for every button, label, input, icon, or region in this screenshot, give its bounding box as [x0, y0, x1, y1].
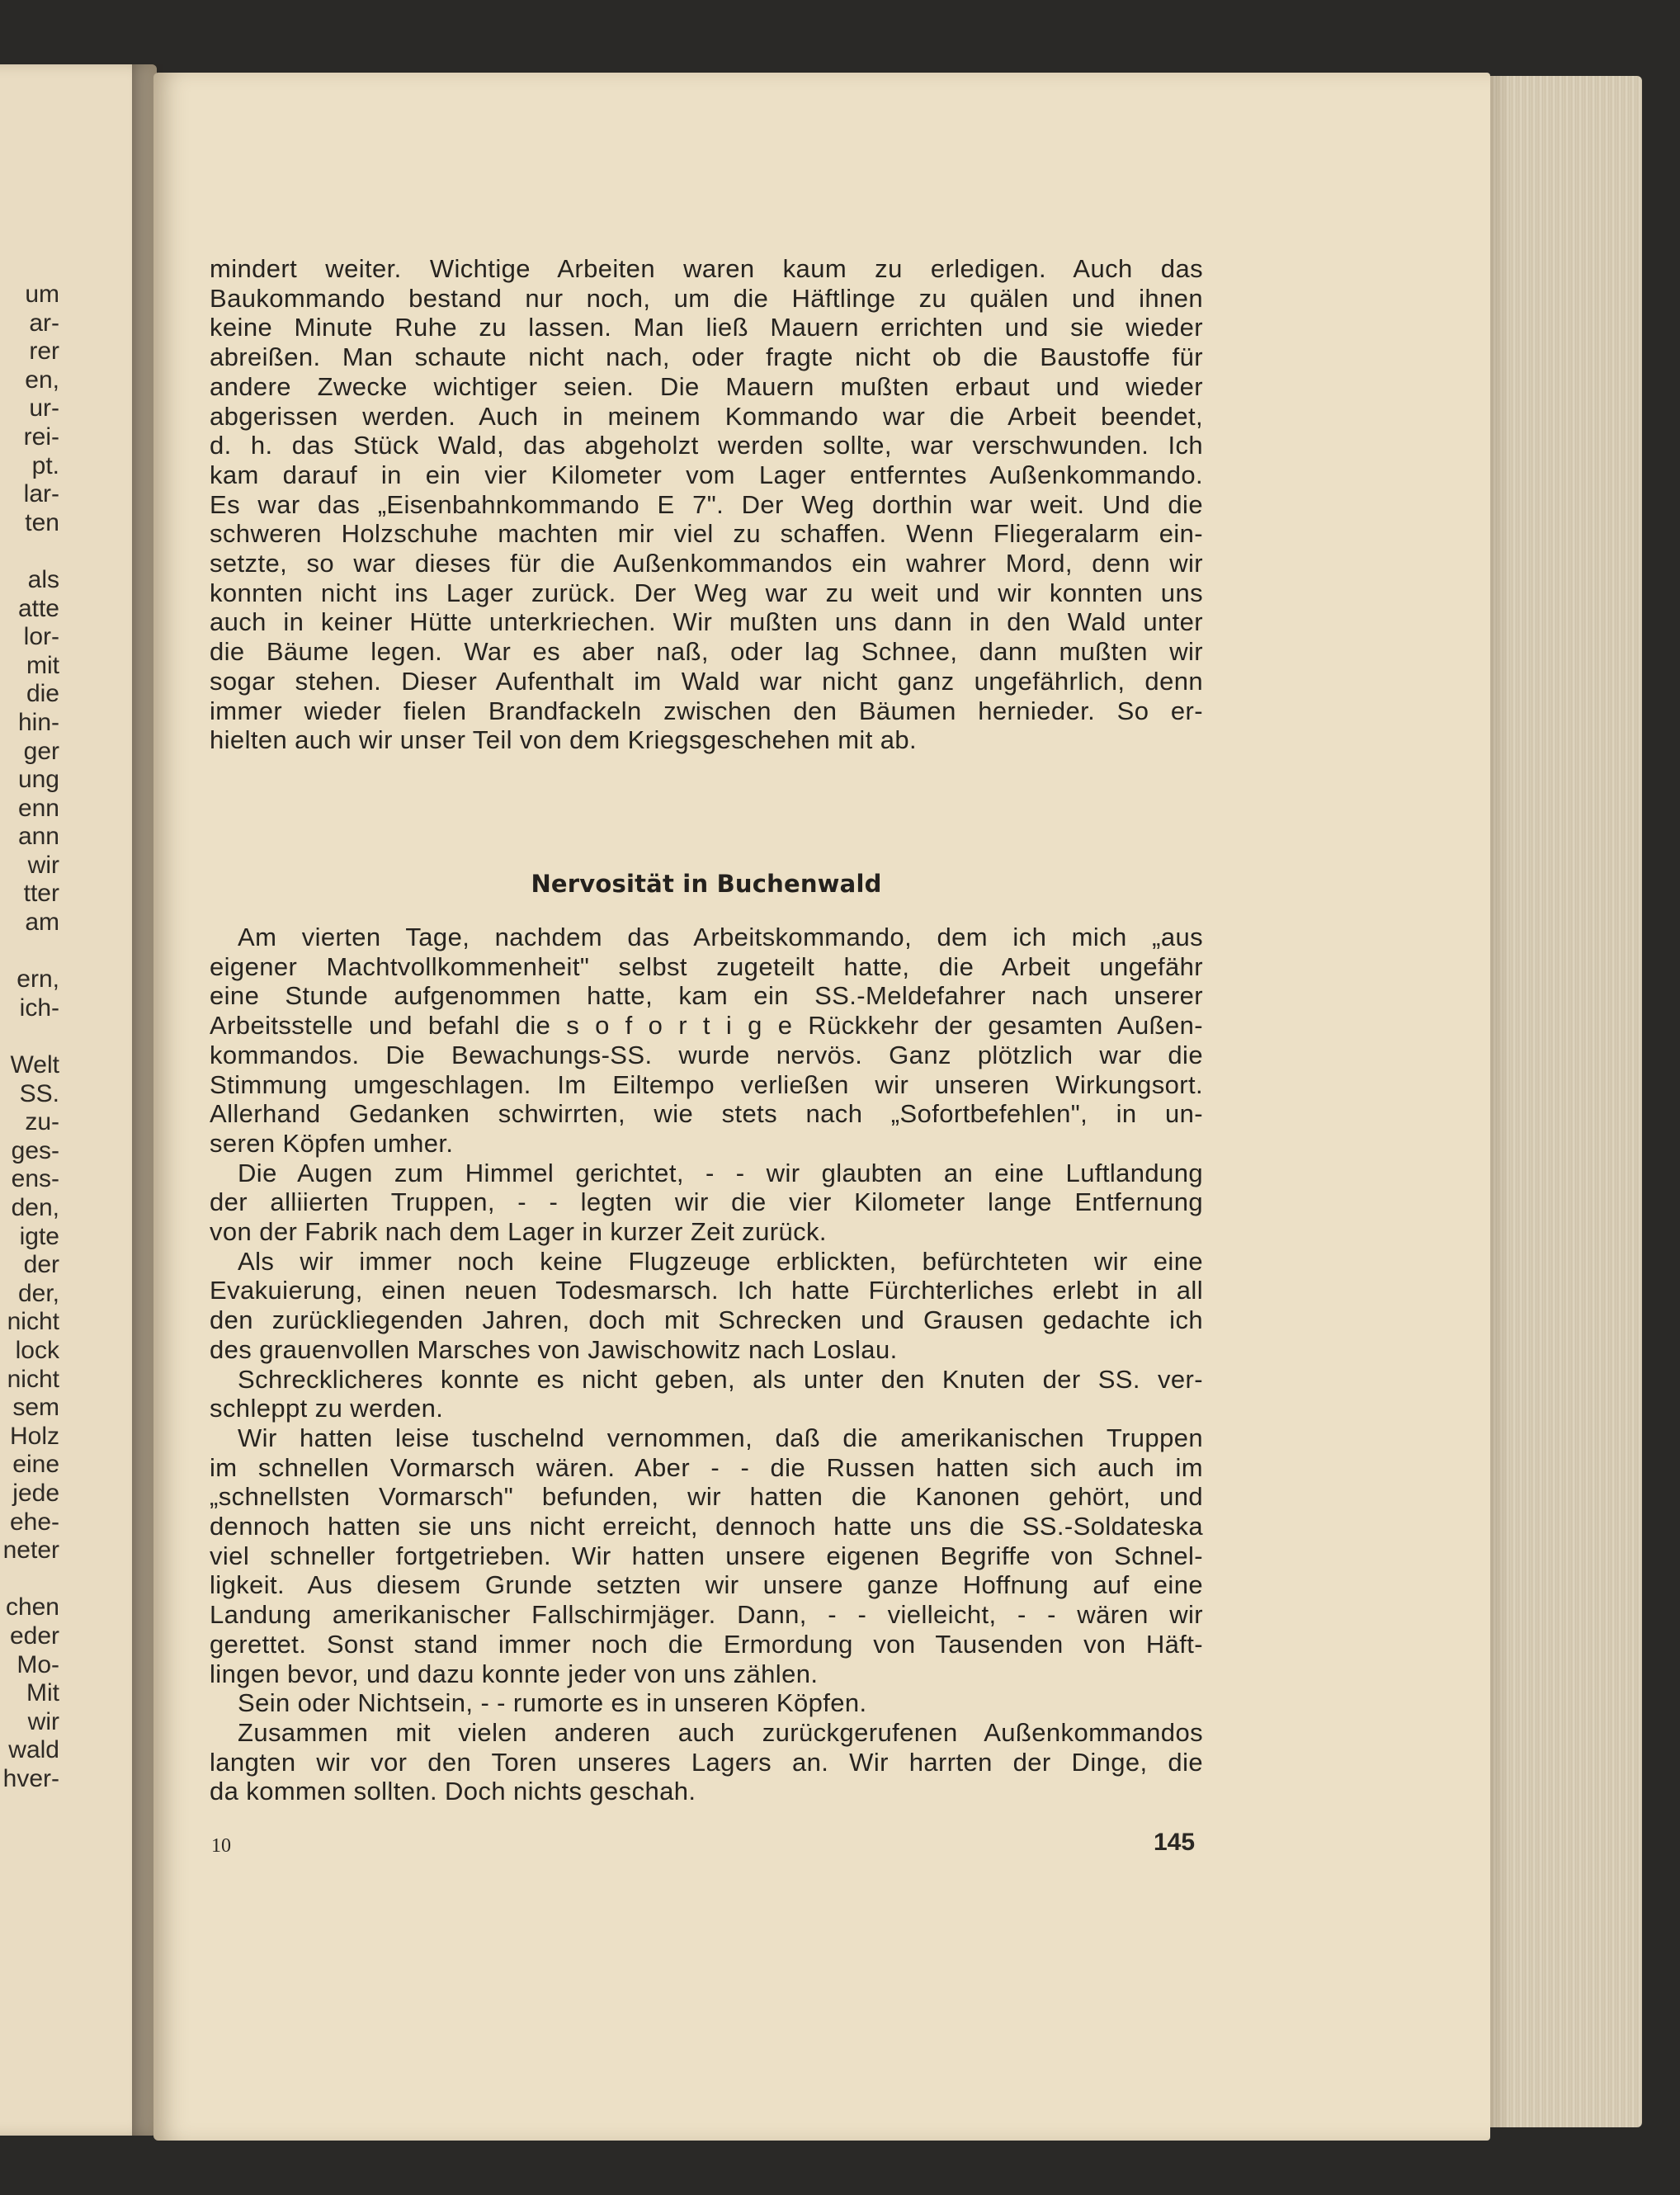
- left-page-fragment: wir: [27, 851, 59, 879]
- left-page-fragment: ern,: [17, 965, 59, 994]
- left-page-fragment: eine: [12, 1451, 59, 1479]
- text-line: Evakuierung, einen neuen Todesmarsch. Ich hatte Fürchterliches erlebt in all: [210, 1276, 1203, 1305]
- text-line: eine Stunde aufgenommen hatte, kam ein SS.-Meldefahrer nach unserer: [210, 981, 1203, 1011]
- text-line: sogar stehen. Dieser Aufenthalt im Wald war nicht ganz ungefährlich, denn: [210, 666, 1203, 696]
- text-line: Die Augen zum Himmel gerichtet, - - wir glaubten an eine Luftlandung: [238, 1158, 1203, 1187]
- left-page-fragment: ges-: [11, 1136, 59, 1164]
- text-line: Landung amerikanischer Fallschirmjäger. Dann, - - vielleicht, - - wären wir: [210, 1600, 1203, 1630]
- left-page-fragment: sem: [12, 1394, 59, 1422]
- text-line: Arbeitsstelle und befahl die s o f o r t i g e Rückkehr der gesamten Außen-: [210, 1011, 1203, 1041]
- left-page-fragment: mit: [26, 651, 59, 679]
- left-page-fragment: nicht: [7, 1365, 59, 1393]
- text-line: abreißen. Man schaute nicht nach, oder fragte nicht ob die Baustoffe für: [210, 342, 1203, 372]
- left-page-fragment: lar-: [23, 480, 59, 508]
- left-page-fragment: [2, 937, 59, 966]
- left-page-fragment: zu-: [25, 1108, 59, 1136]
- left-page-fragment: atte: [17, 594, 59, 622]
- text-line: da kommen sollten. Doch nichts geschah.: [210, 1777, 696, 1806]
- left-page-fragment: neter: [2, 1536, 59, 1565]
- left-page-fragment: pt.: [31, 451, 59, 479]
- left-page-fragment: ung: [17, 766, 59, 794]
- left-page-fragment: um: [25, 281, 59, 308]
- left-page-fragment: Mo-: [17, 1650, 59, 1678]
- left-page-fragment: chen: [5, 1593, 59, 1621]
- left-page-fragment: rer: [29, 338, 59, 366]
- left-page-fragment: [2, 537, 59, 566]
- left-page-fragment: als: [27, 565, 59, 593]
- left-page-fragment: eder: [9, 1621, 59, 1650]
- left-page-fragment: lor-: [23, 623, 59, 651]
- left-page-fragment: die: [26, 680, 59, 708]
- text-line: d. h. das Stück Wald, das abgeholzt werden sollte, war verschwunden. Ich: [210, 431, 1203, 460]
- left-page-fragment: ur-: [29, 394, 59, 422]
- left-page-fragment: der: [23, 1251, 59, 1279]
- left-page-fragment: [2, 1022, 59, 1051]
- text-line: des grauenvollen Marsches von Jawischowitz nach Loslau.: [210, 1334, 898, 1364]
- left-page-fragment: en,: [25, 366, 59, 394]
- text-line: dennoch hatten sie uns nicht erreicht, dennoch hatte uns die SS.-Soldateska: [210, 1512, 1203, 1541]
- page-number: 145: [1154, 1829, 1196, 1856]
- text-line: immer wieder fielen Brandfackeln zwischen den Bäumen hernieder. So er-: [210, 696, 1203, 725]
- text-line: lingen bevor, und dazu konnte jeder von uns zählen.: [210, 1659, 819, 1688]
- left-page-fragment: wir: [27, 1707, 59, 1735]
- text-line: die Bäume legen. War es aber naß, oder lag Schnee, dann mußten wir: [210, 637, 1203, 667]
- section-heading: Nervosität in Buchenwald: [531, 870, 882, 898]
- text-line: setzte, so war dieses für die Außenkommandos ein wahrer Mord, denn wir: [210, 549, 1203, 578]
- left-page-fragment: den,: [11, 1194, 59, 1221]
- text-line: ligkeit. Aus diesem Grunde setzten wir unsere ganze Hoffnung auf eine: [210, 1570, 1203, 1600]
- signature-mark: 10: [211, 1835, 231, 1857]
- text-line: Sein oder Nichtsein, - - rumorte es in unseren Köpfen.: [238, 1688, 867, 1718]
- left-page-fragment: enn: [17, 794, 59, 822]
- text-line: im schnellen Vormarsch wären. Aber - - die Russen hatten sich auch im: [210, 1452, 1203, 1482]
- left-page-fragment: ger: [23, 737, 59, 765]
- text-line: schweren Holzschuhe machten mir viel zu schaffen. Wenn Fliegeralarm ein-: [210, 519, 1203, 549]
- text-line: eigener Machtvollkommenheit" selbst zugeteilt hatte, die Arbeit ungefähr: [210, 951, 1203, 981]
- left-page-fragment: ten: [25, 508, 59, 536]
- left-page-fragment: hver-: [2, 1764, 59, 1792]
- left-page-fragment: ann: [17, 823, 59, 851]
- text-line: Es war das „Eisenbahnkommando E 7". Der Weg dorthin war weit. Und die: [210, 489, 1203, 519]
- text-line: abgerissen werden. Auch in meinem Kommando war die Arbeit beendet,: [210, 401, 1203, 431]
- text-line: Baukommando bestand nur noch, um die Häftlinge zu quälen und ihnen: [210, 283, 1203, 313]
- left-page-fragment: nicht: [7, 1308, 59, 1336]
- paragraph-continued: [210, 254, 1203, 755]
- section-body: [210, 923, 1203, 1806]
- left-page-fragment: lock: [15, 1336, 59, 1364]
- left-page-fragment: rei-: [23, 422, 59, 451]
- text-line: hielten auch wir unser Teil von dem Kriegsgeschehen mit ab.: [210, 725, 918, 755]
- left-page-fragment: ich-: [19, 994, 59, 1022]
- left-page-fragment: ehe-: [9, 1508, 59, 1536]
- left-page-text-fragments: [2, 281, 59, 1793]
- text-line: konnten nicht ins Lager zurück. Der Weg war zu weit und wir konnten uns: [210, 578, 1203, 607]
- text-line: gerettet. Sonst stand immer noch die Ermordung von Tausenden von Häft-: [210, 1629, 1203, 1659]
- text-line: seren Köpfen umher.: [210, 1128, 454, 1158]
- text-line: Am vierten Tage, nachdem das Arbeitskommando, dem ich mich „aus: [238, 923, 1203, 951]
- text-line: kommandos. Die Bewachungs-SS. wurde nervös. Ganz plötzlich war die: [210, 1040, 1203, 1069]
- left-page-fragment: hin-: [17, 708, 59, 736]
- text-line: Zusammen mit vielen anderen auch zurückgerufenen Außenkommandos: [238, 1717, 1203, 1747]
- text-line: viel schneller fortgetrieben. Wir hatten unsere eigenen Begriffe von Schnel-: [210, 1541, 1203, 1570]
- text-line: Allerhand Gedanken schwirrten, wie stets nach „Sofortbefehlen", in un-: [210, 1099, 1203, 1129]
- text-line: „schnellsten Vormarsch" befunden, wir hatten die Kanonen gehört, und: [210, 1482, 1203, 1512]
- text-line: Schrecklicheres konnte es nicht geben, als unter den Knuten der SS. ver-: [238, 1364, 1203, 1394]
- text-line: Stimmung umgeschlagen. Im Eiltempo verließen wir unseren Wirkungsort.: [210, 1069, 1203, 1099]
- text-line: von der Fabrik nach dem Lager in kurzer Zeit zurück.: [210, 1217, 827, 1247]
- left-page-fragment: Holz: [9, 1422, 59, 1450]
- left-page-fragment: Welt: [10, 1051, 59, 1079]
- left-page-fragment: am: [25, 909, 59, 937]
- left-page-fragment: wald: [8, 1736, 59, 1764]
- text-line: Als wir immer noch keine Flugzeuge erblickten, befürchteten wir eine: [238, 1246, 1203, 1276]
- left-page-fragment: igte: [19, 1222, 59, 1250]
- text-line: auch in keiner Hütte unterkriechen. Wir mußten uns dann in den Wald unter: [210, 607, 1203, 637]
- left-page-fragment: tter: [23, 880, 59, 908]
- text-line: schleppt zu werden.: [210, 1394, 444, 1423]
- text-line: kam darauf in ein vier Kilometer vom Lager entferntes Außenkommando.: [210, 460, 1203, 489]
- text-line: Wir hatten leise tuschelnd vernommen, daß die amerikanischen Truppen: [238, 1423, 1203, 1452]
- left-page-fragment: ar-: [29, 309, 59, 337]
- text-line: langten wir vor den Toren unseres Lagers an. Wir harrten der Dinge, die: [210, 1747, 1203, 1777]
- left-page-fragment: der,: [17, 1279, 59, 1307]
- text-line: der alliierten Truppen, - - legten wir die vier Kilometer lange Entfernung: [210, 1187, 1203, 1217]
- text-line: keine Minute Ruhe zu lassen. Man ließ Mauern errichten und sie wieder: [210, 313, 1203, 342]
- left-page-fragment: [2, 1565, 59, 1594]
- text-line: andere Zwecke wichtiger seien. Die Mauern mußten erbaut und wieder: [210, 371, 1203, 401]
- left-page-fragment: ens-: [11, 1165, 59, 1193]
- left-page-fragment: SS.: [19, 1079, 59, 1107]
- left-page-fragment: jede: [12, 1479, 59, 1507]
- page-edges: [1477, 76, 1642, 2127]
- text-line: den zurückliegenden Jahren, doch mit Schrecken und Grausen gedachte ich: [210, 1305, 1203, 1335]
- text-line: mindert weiter. Wichtige Arbeiten waren kaum zu erledigen. Auch das: [210, 254, 1203, 283]
- left-page-fragment: Mit: [26, 1679, 59, 1707]
